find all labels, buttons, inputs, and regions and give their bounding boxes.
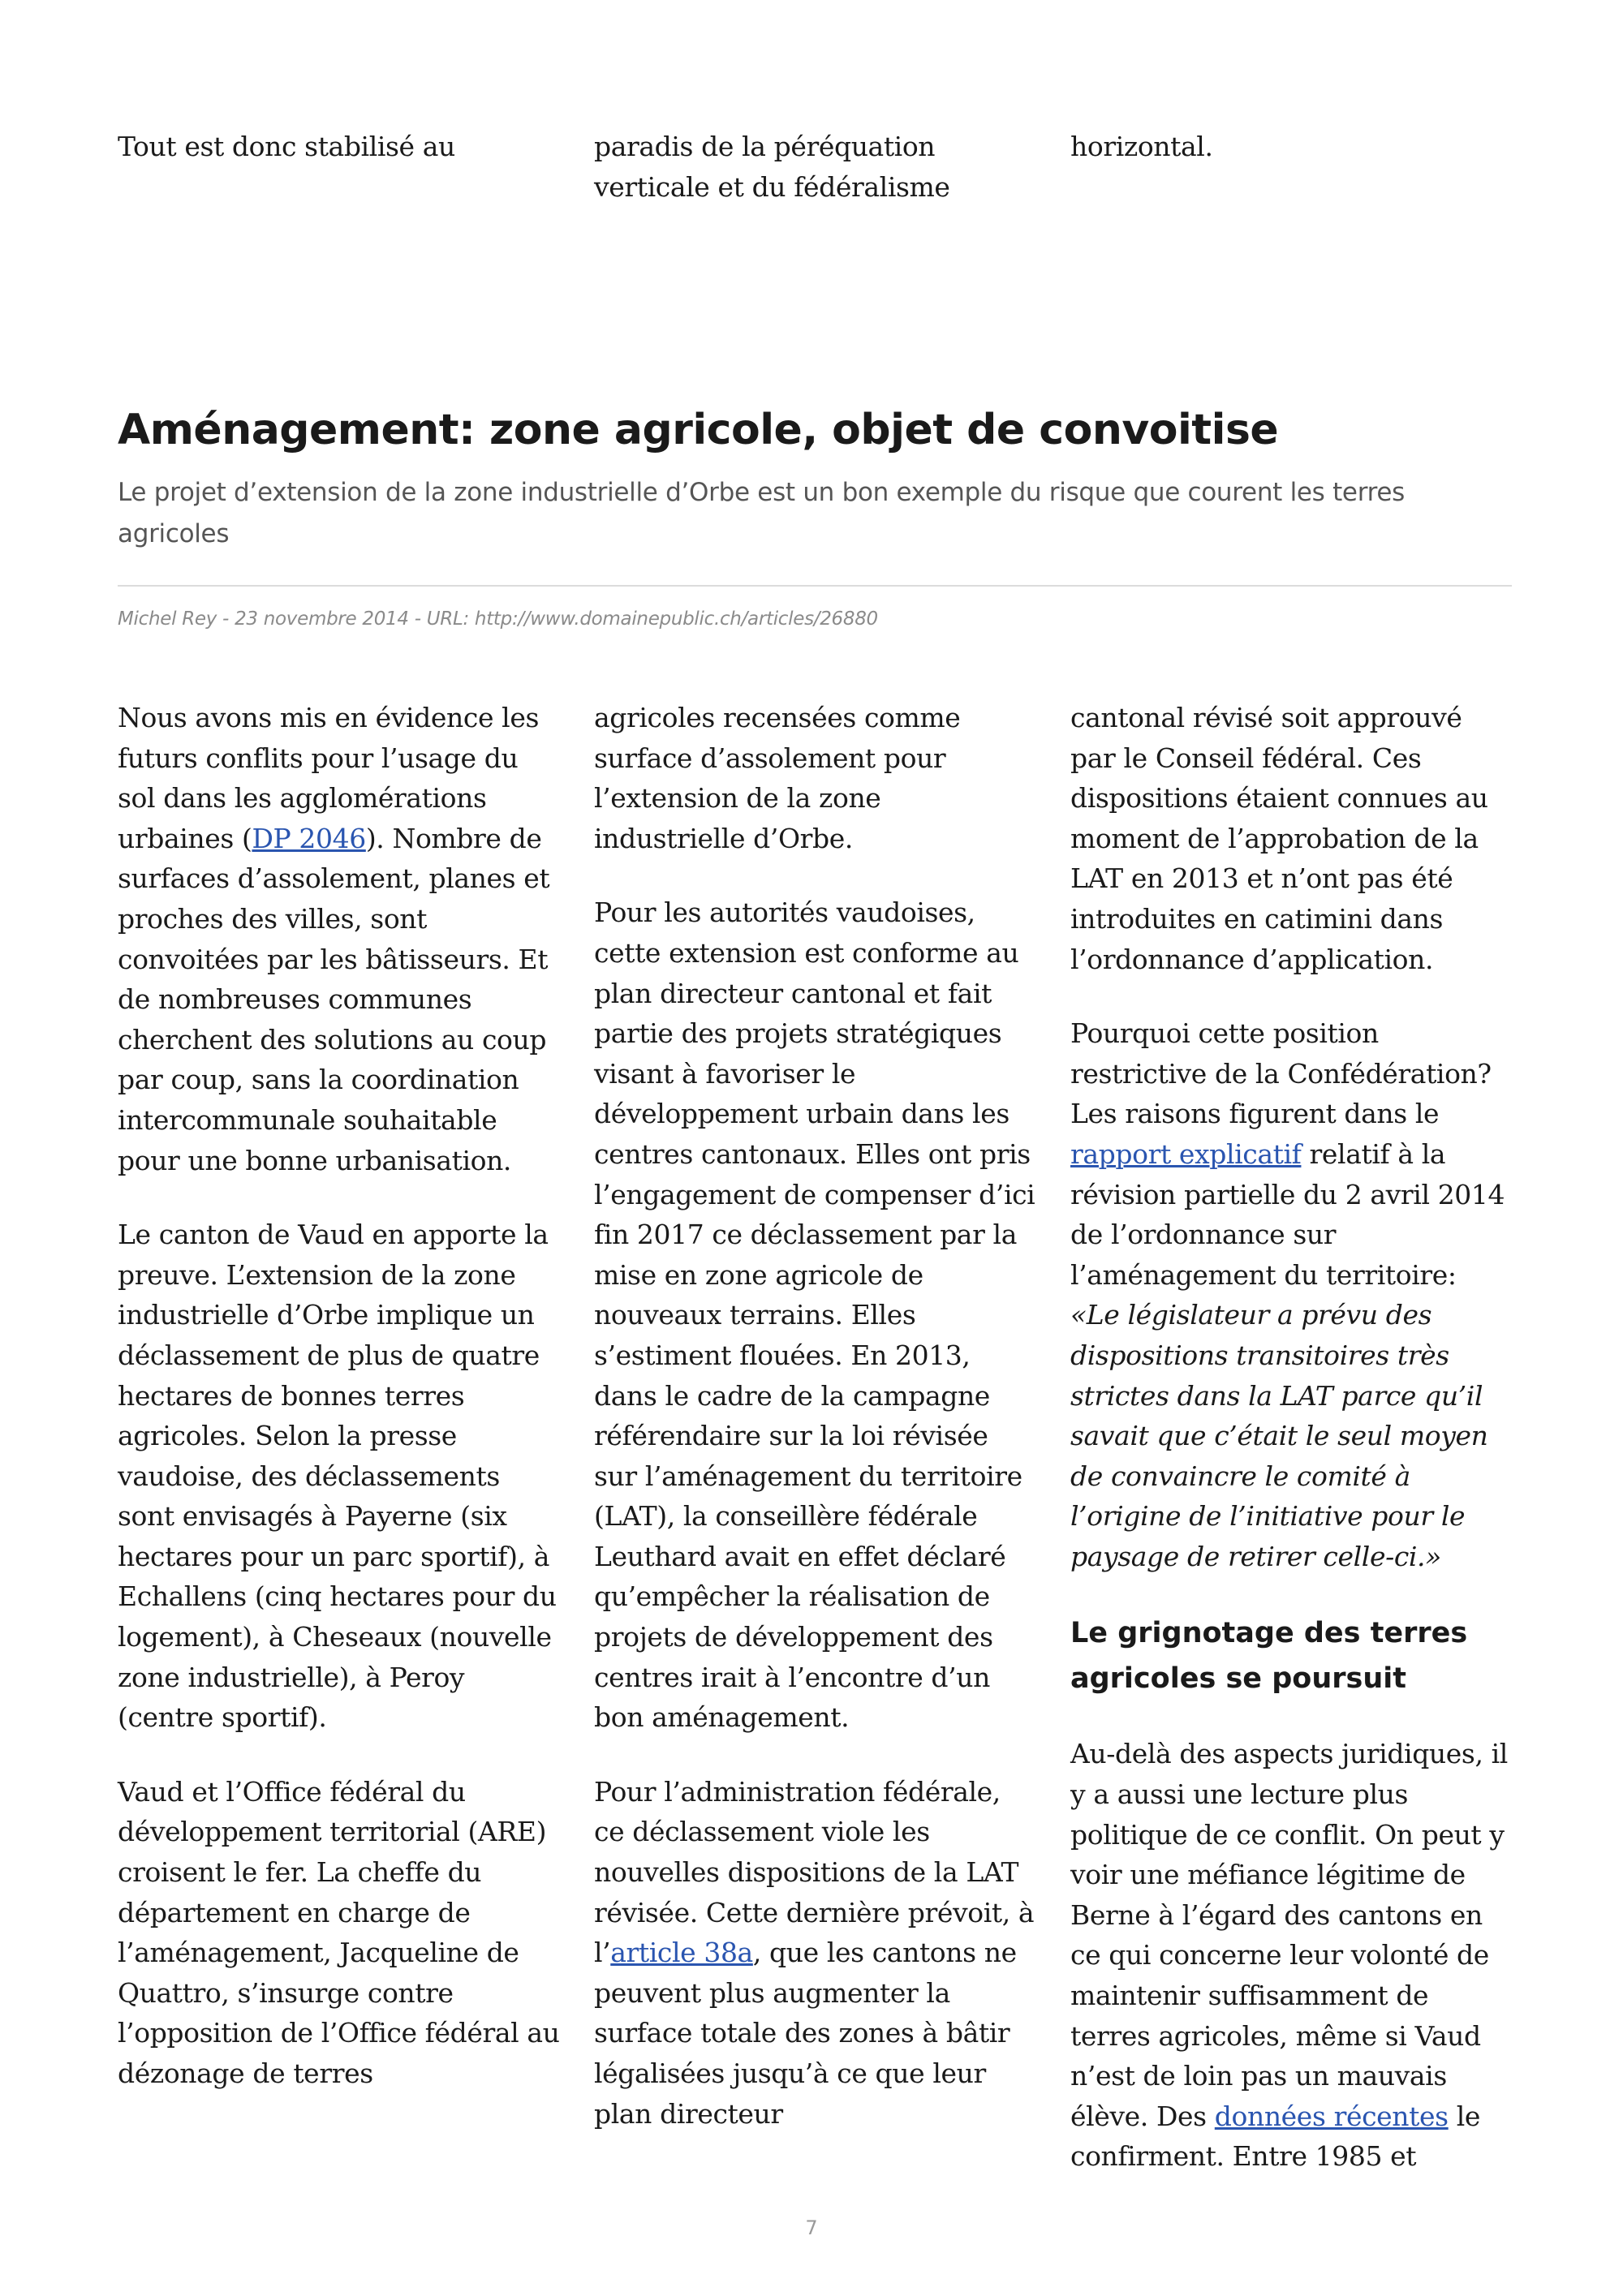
paragraph (118, 698, 560, 1180)
text-run: ). Nombre de surfaces d’assolement, planes et proches des villes, sont convoitées par les bâtisseurs. Et de nombreuses communes cherchent des solutions au coup par coup, sans la coordination intercommunale souhaitable pour une bonne urbanisation. (118, 822, 550, 1176)
page-number: 7 (805, 2216, 818, 2239)
paragraph: Le canton de Vaud en apporte la preuve. L’extension de la zone industrielle d’Orbe implique un déclassement de plus de quatre hectares de bonnes terres agricoles. Selon la presse vaudoise, des déclassements sont envisagés à Payerne (six hectares pour un parc sportif), à Echallens (cinq hectares pour du logement), à Cheseaux (nouvelle zone industrielle), à Peroy (centre sportif). (118, 1219, 557, 1734)
body-column-2 (594, 698, 1036, 2211)
text-run: , que les cantons ne peuvent plus augmenter la surface totale des zones à bâtir légalisées jusqu’à ce que leur plan directeur (594, 1937, 1017, 2130)
article-subtitle: Le projet d’extension de la zone industrielle d’Orbe est un bon exemple du risque que courent les terres agricoles (118, 478, 1405, 548)
paragraph: agricoles recensées comme surface d’assolement pour l’extension de la zone industrielle d’Orbe. (594, 702, 961, 854)
tail-column-3 (1070, 127, 1513, 207)
text-run: relatif à la révision partielle du 2 avril 2014 de l’ordonnance sur l’aménagement du territoire: (1070, 1137, 1505, 1291)
rapport-explicatif-link[interactable]: rapport explicatif (1070, 1137, 1302, 1170)
article-title: Aménagement: zone agricole, objet de convoitise (118, 406, 1279, 454)
text-run: Nous avons mis en évidence les futurs conflits pour l’usage du sol dans les agglomérations urbaines ( (118, 702, 539, 854)
paragraph: cantonal révisé soit approuvé par le Conseil fédéral. Ces dispositions étaient connues au moment de l’approbation de la LAT en 2013 et n’ont pas été introduites en catimini dans l’ordonnance d’application. (1070, 702, 1488, 975)
article-body (118, 698, 1512, 2211)
text-run: le confirment. Entre 1985 et (1070, 2100, 1481, 2173)
paragraph: Vaud et l’Office fédéral du développement territorial (ARE) croisent le fer. La cheffe du département en charge de l’aménagement, Jacqueline de Quattro, s’insurge contre l’opposition de l’Office fédéral au dézonage de terres (118, 1775, 560, 2089)
tail-text-1: Tout est donc stabilisé au (118, 131, 455, 162)
paragraph: Pour les autorités vaudoises, cette extension est conforme au plan directeur cantonal et fait partie des projets stratégiques visant à favoriser le développement urbain dans les centres cantonaux. Elles ont pris l’engagement de compenser d’ici fin 2017 ce déclassement par la mise en zone agricole de nouveaux terrains. Elles s’estiment flouées. En 2013, dans le cadre de la campagne référendaire sur la loi révisée sur l’aménagement du territoire (LAT), la conseillère fédérale Leuthard avait en effet déclaré qu’empêcher la réalisation de projets de développement des centres irait à l’encontre d’un bon aménagement. (594, 896, 1035, 1734)
text-run: Pour l’administration fédérale, ce déclassement viole les nouvelles dispositions de la LAT révisée. Cette dernière prévoit, à l’ (594, 1775, 1035, 1969)
quote: «Le législateur a prévu des dispositions transitoires très strictes dans la LAT parce qu’il savait que c’était le seul moyen de convaincre le comité à l’origine de l’initiative pour le paysage de retirer celle-ci.» (1070, 1299, 1488, 1572)
article-38a-link[interactable]: article 38a (610, 1937, 753, 1969)
text-run: Pourquoi cette position restrictive de la Confédération? Les raisons figurent dans le (1070, 1017, 1492, 1130)
paragraph (594, 1772, 1036, 2134)
body-column-3 (1070, 698, 1513, 2211)
paragraph (1070, 1013, 1513, 1576)
section-heading: Le grignotage des terres agricoles se poursuit (1070, 1617, 1468, 1696)
article-byline: Michel Rey - 23 novembre 2014 - URL: http://www.domainepublic.ch/articles/26880 (118, 608, 878, 630)
paragraph (1070, 1734, 1513, 2177)
text-run: Au-delà des aspects juridiques, il y a aussi une lecture plus politique de ce conflit. On peut y voir une méfiance légitime de Berne à l’égard des cantons en ce qui concerne leur volonté de maintenir suffisamment de terres agricoles, même si Vaud n’est de loin pas un mauvais élève. Des (1070, 1738, 1508, 2132)
donnees-recentes-link[interactable]: données récentes (1214, 2100, 1449, 2132)
tail-text-3: horizontal. (1070, 131, 1213, 162)
tail-column-1 (118, 127, 560, 207)
body-column-1 (118, 698, 560, 2211)
tail-text-2: paradis de la péréquation verticale et du fédéralisme (594, 131, 950, 203)
header-divider (118, 585, 1512, 587)
previous-article-tail (118, 127, 1512, 207)
dp-2046-link[interactable]: DP 2046 (252, 822, 366, 854)
tail-column-2 (594, 127, 1036, 207)
